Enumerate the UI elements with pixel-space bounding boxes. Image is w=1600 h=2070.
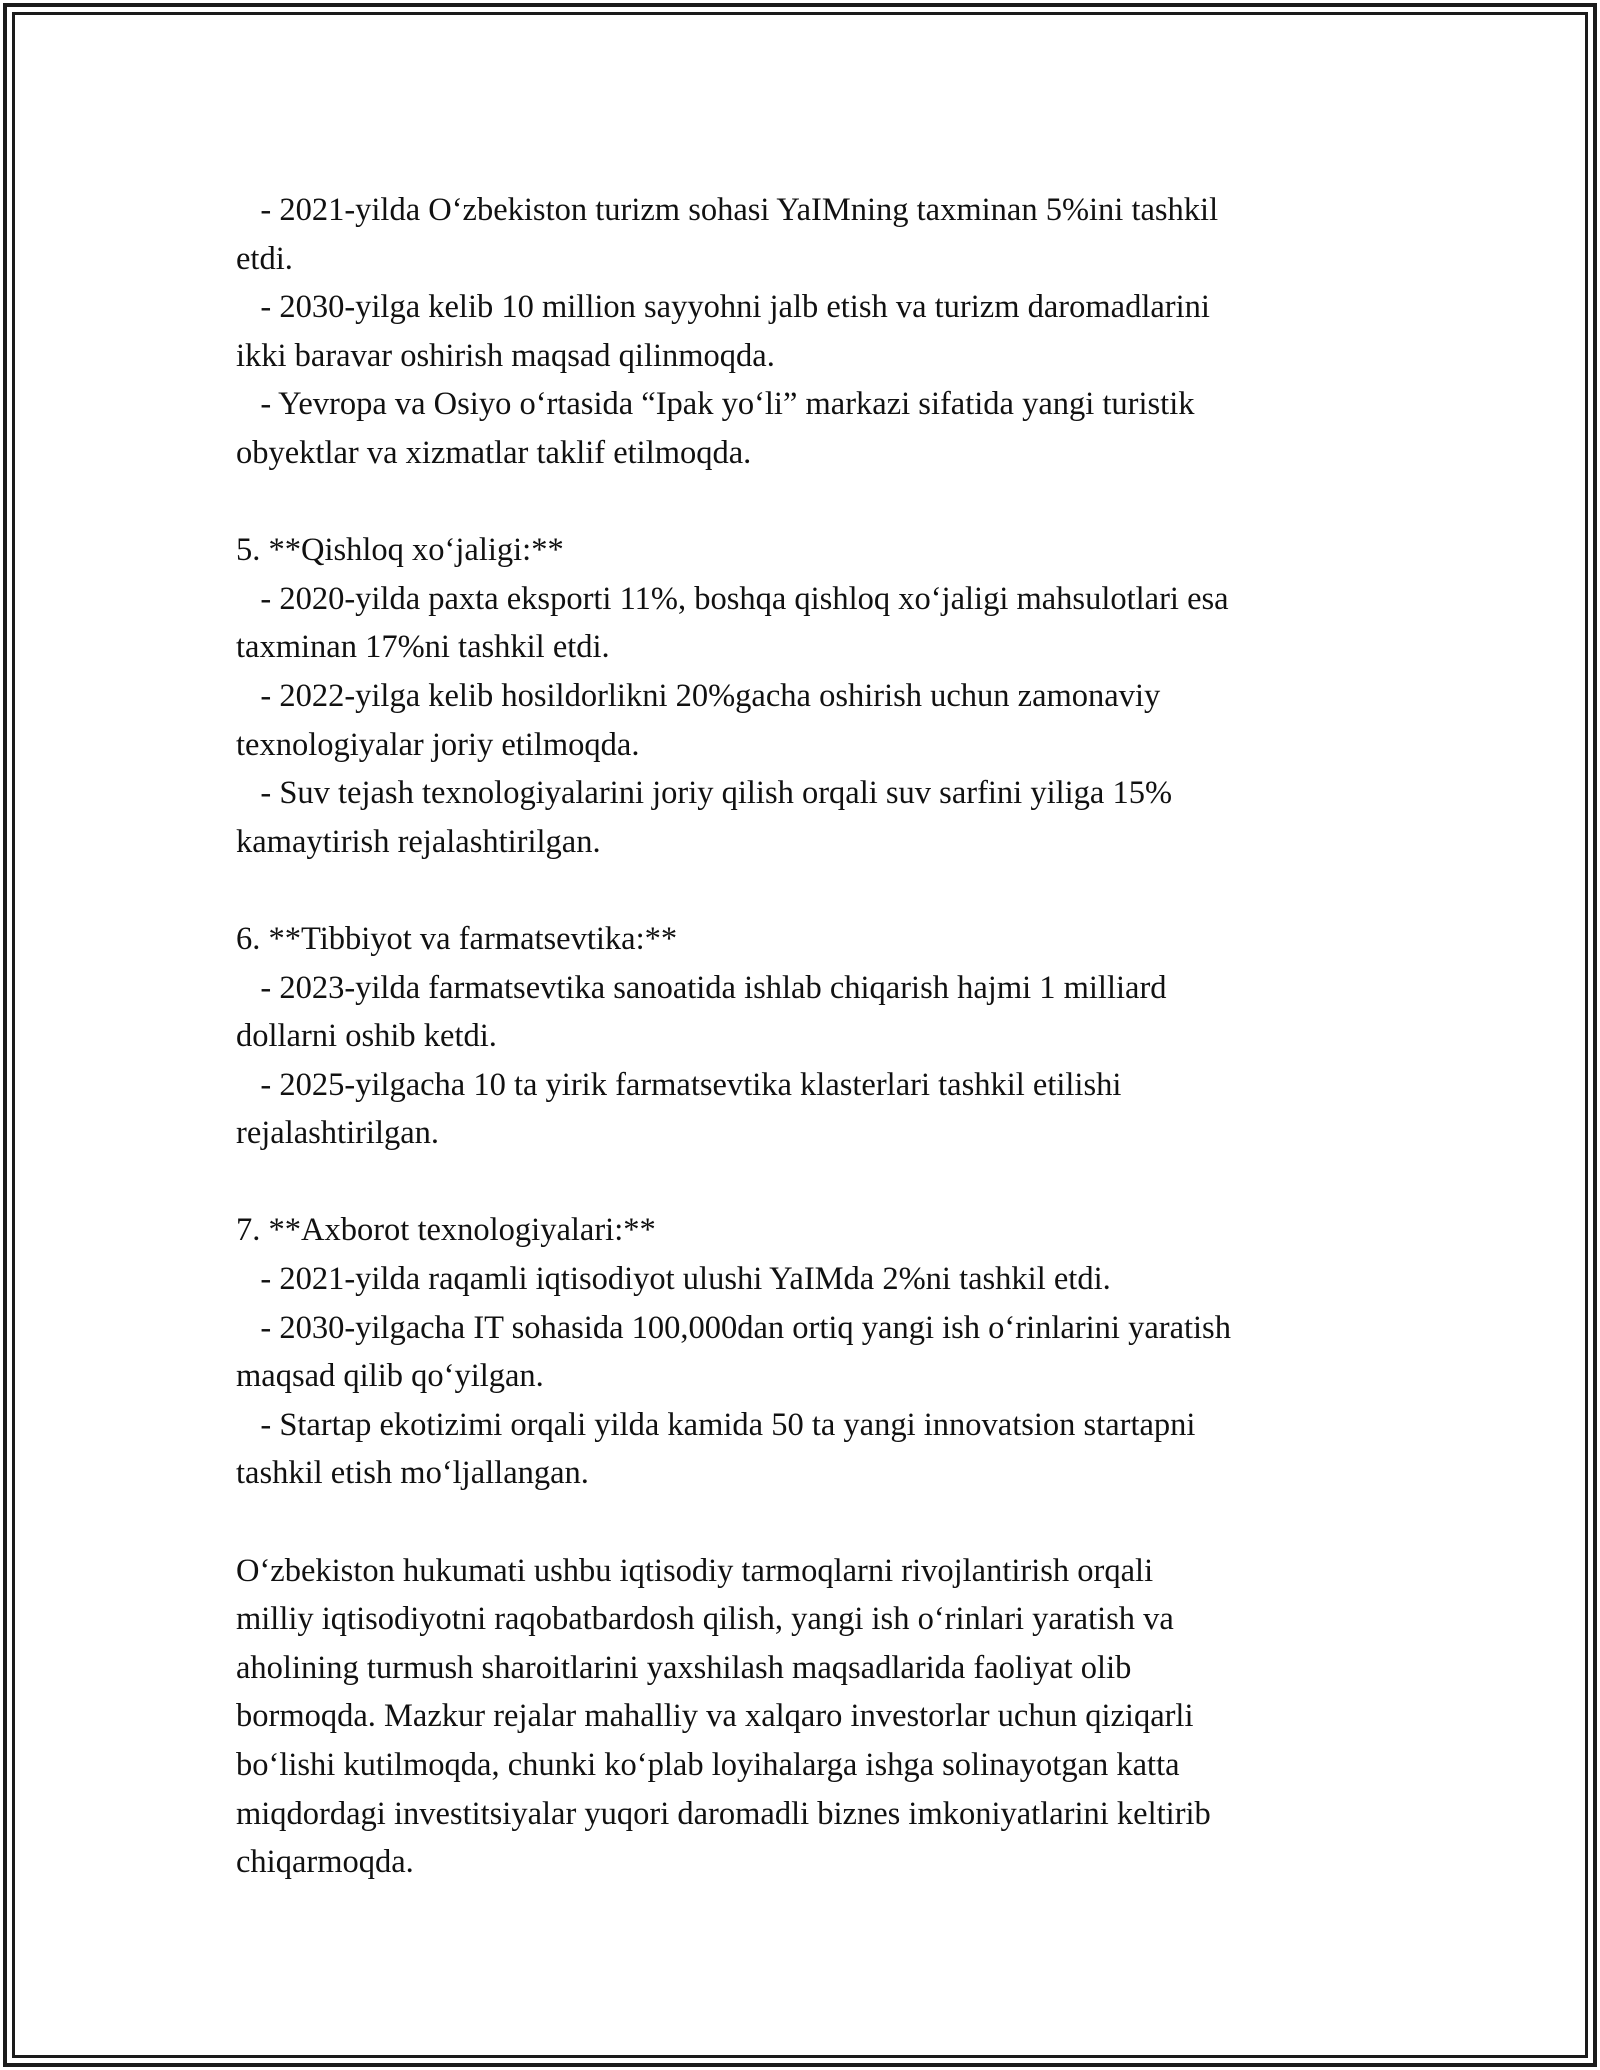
list-item-line: texnologiyalar joriy etilmoqda. [236, 726, 640, 763]
list-item-line: rejalashtirilgan. [236, 1115, 440, 1152]
list-item-line: - 2030-yilgacha IT sohasida 100,000dan ortiq yangi ish o‘rinlarini yaratish [236, 1309, 1231, 1346]
list-item-line: - 2020-yilda paxta eksporti 11%, boshqa qishloq xo‘jaligi mahsulotlari esa [236, 580, 1229, 617]
list-item-line: tashkil etish mo‘ljallangan. [236, 1455, 589, 1492]
agriculture-section [236, 526, 1386, 866]
conclusion-paragraph [236, 1547, 1386, 1887]
paragraph-line: milliy iqtisodiyotni raqobatbardosh qilish, yangi ish o‘rinlari yaratish va [236, 1601, 1174, 1638]
list-item-line: - Startap ekotizimi orqali yilda kamida 50 ta yangi innovatsion startapni [236, 1406, 1196, 1443]
list-item-line: - Suv tejash texnologiyalarini joriy qilish orqali suv sarfini yiliga 15% [236, 775, 1173, 812]
document-body [236, 186, 1386, 1887]
list-item-line: kamaytirish rejalashtirilgan. [236, 823, 601, 860]
paragraph-line: chiqarmoqda. [236, 1844, 414, 1881]
list-item-line: - 2030-yilga kelib 10 million sayyohni jalb etish va turizm daromadlarini [236, 289, 1210, 326]
list-item-line: maqsad qilib qo‘yilgan. [236, 1358, 544, 1395]
paragraph-line: bormoqda. Mazkur rejalar mahalliy va xalqaro investorlar uchun qiziqarli [236, 1698, 1194, 1735]
list-item-line: - Yevropa va Osiyo o‘rtasida “Ipak yo‘li” markazi sifatida yangi turistik [236, 386, 1195, 423]
list-item-line: obyektlar va xizmatlar taklif etilmoqda. [236, 434, 752, 471]
paragraph-line: bo‘lishi kutilmoqda, chunki ko‘plab loyihalarga ishga solinayotgan katta [236, 1747, 1180, 1783]
list-item-line: taxminan 17%ni tashkil etdi. [236, 629, 610, 666]
list-item-line: - 2025-yilgacha 10 ta yirik farmatsevtika klasterlari tashkil etilishi [236, 1066, 1122, 1103]
list-item-line: - 2022-yilga kelib hosildorlikni 20%gacha oshirish uchun zamonaviy [236, 677, 1161, 714]
section-heading: 5. **Qishloq xo‘jaligi:** [236, 532, 564, 569]
paragraph-spacer [236, 1158, 1386, 1207]
paragraph-spacer [236, 866, 1386, 915]
it-section [236, 1206, 1386, 1498]
list-item-line: dollarni oshib ketdi. [236, 1018, 497, 1055]
paragraph-line: aholining turmush sharoitlarini yaxshilash maqsadlarida faoliyat olib [236, 1649, 1132, 1686]
list-item-line: etdi. [236, 240, 293, 277]
section-heading: 7. **Axborot texnologiyalari:** [236, 1212, 656, 1249]
list-item-line: - 2023-yilda farmatsevtika sanoatida ishlab chiqarish hajmi 1 milliard [236, 969, 1167, 1006]
list-item-line: - 2021-yilda raqamli iqtisodiyot ulushi YaIMda 2%ni tashkil etdi. [236, 1261, 1111, 1298]
list-item-line: ikki baravar oshirish maqsad qilinmoqda. [236, 337, 775, 374]
paragraph-line: O‘zbekiston hukumati ushbu iqtisodiy tarmoqlarni rivojlantirish orqali [236, 1552, 1154, 1589]
section-heading: 6. **Tibbiyot va farmatsevtika:** [236, 920, 678, 957]
pharma-section [236, 915, 1386, 1158]
paragraph-spacer [236, 478, 1386, 527]
paragraph-line: miqdordagi investitsiyalar yuqori daromadli biznes imkoniyatlarini keltirib [236, 1795, 1211, 1832]
paragraph-spacer [236, 1498, 1386, 1547]
tourism-section [236, 186, 1386, 478]
list-item-line: - 2021-yilda O‘zbekiston turizm sohasi YaIMning taxminan 5%ini tashkil [236, 192, 1219, 228]
